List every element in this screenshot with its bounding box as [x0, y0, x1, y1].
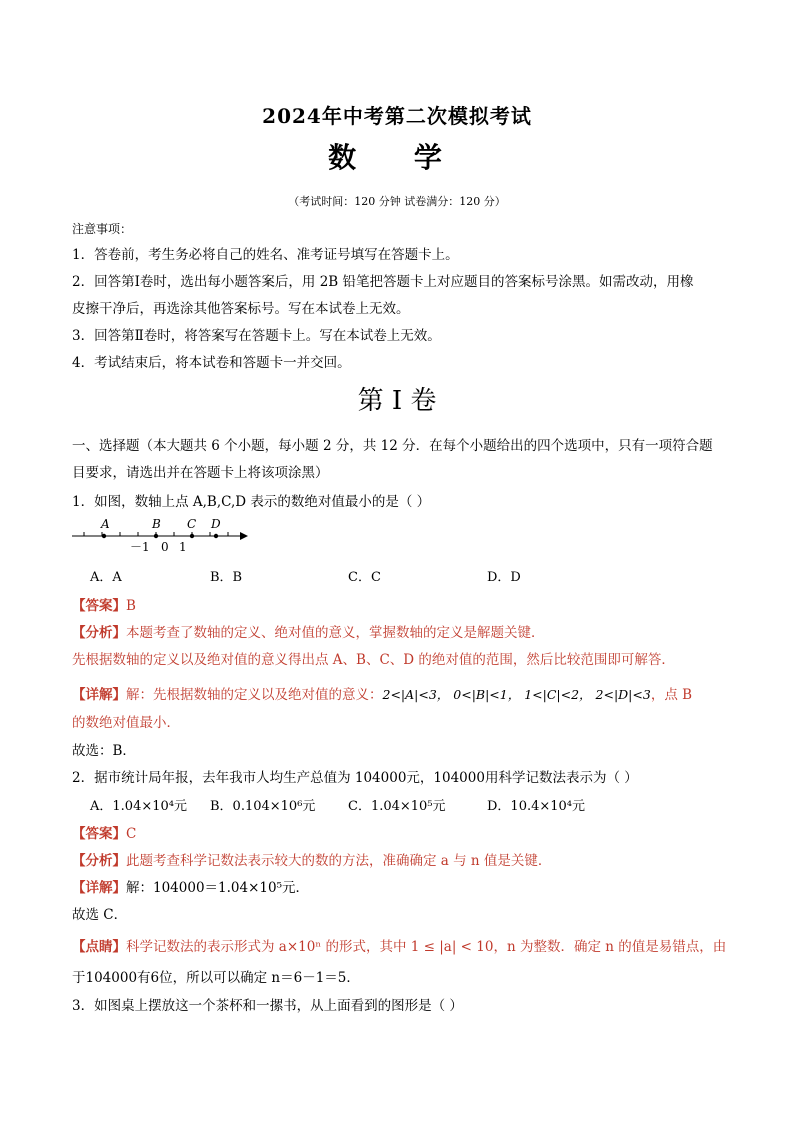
note-item: 皮擦干净后，再选涂其他答案标号。写在本试卷上无效。: [72, 301, 410, 317]
q1-conclusion: 故选：B．: [72, 743, 136, 759]
point-b-dot: [154, 534, 158, 538]
detail-math: 2<|A|<3， 0<|B|<1， 1<|C|<2， 2<|D|<3: [382, 687, 651, 702]
detail-tail: ，点 B: [650, 687, 693, 703]
detail-tag: 【详解】: [72, 880, 126, 896]
choice-heading: 目要求，请选出并在答题卡上将该项涂黑）: [72, 465, 329, 481]
q2-option-c: C．1.04×10⁵元: [348, 799, 446, 814]
choice-heading: 一、选择题（本大题共 6 个小题，每小题 2 分，共 12 分．在每个小题给出的四个选项中，只有一项符合题: [72, 438, 713, 454]
tick-label-neg1: －1: [130, 540, 150, 554]
analysis-tag: 【分析】: [72, 625, 126, 641]
q1-analysis: [72, 621, 545, 641]
note-item: 2．回答第Ⅰ卷时，选出每小题答案后，用 2B 铅笔把答题卡上对应题目的答案标号涂黑。如需改动，用橡: [72, 274, 694, 290]
point-d-label: D: [211, 517, 221, 531]
point-a-label: A: [101, 517, 110, 531]
note-item: 3．回答第Ⅱ卷时，将答案写在答题卡上。写在本试卷上无效。: [72, 328, 441, 344]
q1-answer: [72, 594, 136, 614]
q1-stem: 1．如图，数轴上点 A,B,C,D 表示的数绝对值最小的是（ ）: [72, 494, 431, 510]
q2-detail: [72, 876, 309, 896]
q1-option-c: C．C: [348, 570, 381, 585]
point-a-dot: [102, 534, 106, 538]
q2-answer: [72, 822, 136, 842]
q1-detail-cont: 的数绝对值最小．: [72, 715, 180, 731]
answer-value: B: [126, 598, 136, 614]
q2-analysis: [72, 849, 551, 869]
answer-value: C: [126, 826, 137, 842]
q1-option-a: A．A: [90, 570, 122, 585]
q1-detail: [72, 683, 692, 703]
note-item: 1．答卷前，考生务必将自己的姓名、准考证号填写在答题卡上。: [72, 247, 459, 263]
subject-title: 数 学: [328, 141, 466, 174]
q2-option-b: B．0.104×10⁶元: [210, 799, 316, 814]
tick-label-0: 0: [161, 540, 169, 554]
point-b-label: B: [152, 517, 161, 531]
comment-text: 科学记数法的表示形式为 a×10ⁿ 的形式，其中 1 ≤ |a| < 10，n 为整数．确定 n 的值是易错点，由: [126, 939, 727, 955]
answer-tag: 【答案】: [72, 598, 126, 614]
detail-text: 解：先根据数轴的定义以及绝对值的意义：: [126, 687, 383, 703]
answer-tag: 【答案】: [72, 826, 126, 842]
q1-option-d: D．D: [487, 570, 521, 585]
analysis-tag: 【分析】: [72, 853, 126, 869]
number-line-figure: [70, 512, 260, 556]
q2-conclusion: 故选 C．: [72, 907, 128, 923]
detail-tag: 【详解】: [72, 687, 126, 703]
q2-comment: [72, 935, 726, 955]
analysis-text: 本题考查了数轴的定义、绝对值的意义，掌握数轴的定义是解题关键．: [126, 625, 545, 641]
comment-tag: 【点睛】: [72, 939, 126, 955]
point-d-dot: [214, 534, 218, 538]
note-item: 4．考试结束后，将本试卷和答题卡一并交回。: [72, 355, 351, 371]
point-c-label: C: [187, 517, 197, 531]
exam-info: （考试时间：120 分钟 试卷满分：120 分）: [288, 195, 506, 208]
q2-option-a: A．1.04×10⁴元: [90, 799, 187, 814]
q3-stem: 3．如图桌上摆放这一个茶杯和一摞书，从上面看到的图形是（ ）: [72, 998, 463, 1014]
tick-label-1: 1: [179, 540, 187, 554]
q2-comment-cont: 于104000有6位，所以可以确定 n＝6－1＝5．: [72, 970, 360, 986]
number-line-arrow: [240, 532, 248, 540]
analysis-text: 此题考查科学记数法表示较大的数的方法，准确确定 a 与 n 值是关键．: [126, 853, 552, 869]
point-c-dot: [190, 534, 194, 538]
detail-text: 解：104000＝1.04×10⁵元．: [126, 880, 309, 896]
q2-option-d: D．10.4×10⁴元: [487, 799, 586, 814]
q2-stem: 2．据市统计局年报，去年我市人均生产总值为 104000元，104000用科学记数法表示为（ ）: [72, 770, 638, 786]
notes-heading: 注意事项：: [72, 222, 133, 236]
exam-title: 2024年中考第二次模拟考试: [262, 104, 532, 128]
section-title: 第 I 卷: [357, 386, 437, 416]
q1-analysis-cont: 先根据数轴的定义以及绝对值的意义得出点 A、B、C、D 的绝对值的范围，然后比较范围即可解答．: [72, 652, 675, 668]
q1-option-b: B．B: [210, 570, 243, 585]
